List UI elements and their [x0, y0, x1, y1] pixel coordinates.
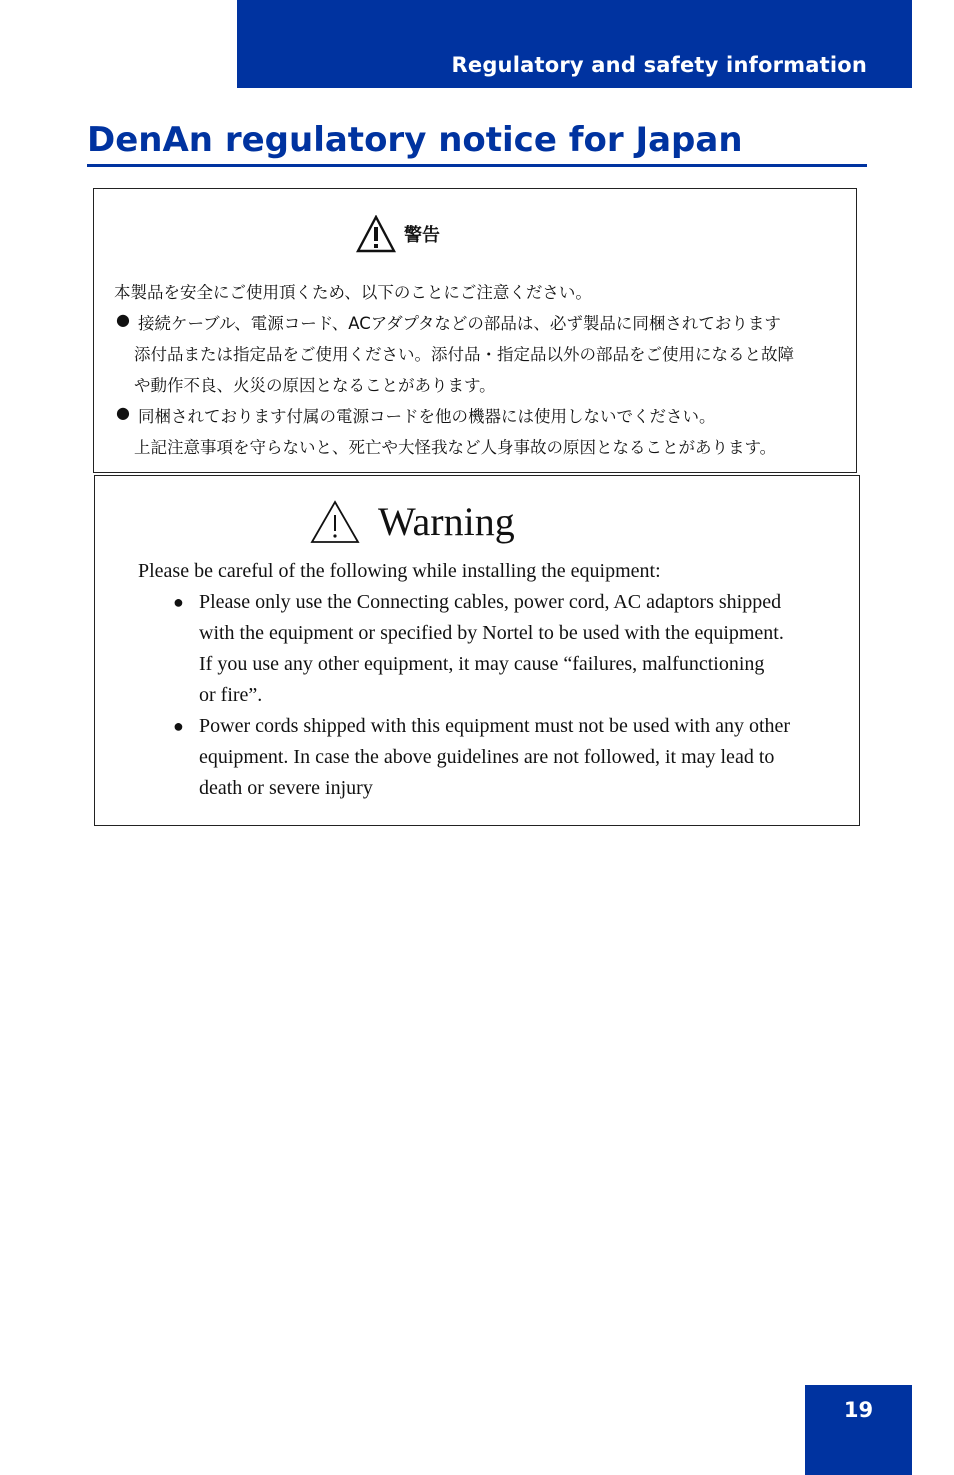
section-title: Regulatory and safety information — [451, 53, 867, 77]
page-number-box — [805, 1385, 912, 1475]
english-warning-title: Warning — [378, 499, 515, 544]
japanese-bullet-1-line: 添付品または指定品をご使用ください。添付品・指定品以外の部品をご使用になると故障 — [134, 345, 794, 364]
english-bullet-1-line: If you use any other equipment, it may cause “failures, malfunctioning — [199, 653, 765, 675]
japanese-bullet-1-line: や動作不良、火災の原因となることがあります。 — [134, 376, 496, 395]
english-bullet-1-line: or fire”. — [199, 684, 263, 706]
page-title: DenAn regulatory notice for Japan — [87, 120, 743, 160]
japanese-intro: 本製品を安全にご使用頂くため、以下のことにご注意ください。 — [114, 283, 592, 302]
header-band — [237, 0, 912, 88]
bullet-dot: ● — [173, 592, 184, 612]
warning-triangle-icon — [310, 500, 360, 544]
warning-triangle-icon — [356, 215, 396, 253]
bullet-dot: ● — [116, 310, 130, 329]
bullet-dot: ● — [116, 403, 130, 422]
english-bullet-1-line: with the equipment or specified by Nortel to be used with the equipment. — [199, 622, 784, 644]
english-intro: Please be careful of the following while installing the equipment: — [138, 560, 661, 582]
japanese-warning-box — [93, 188, 857, 473]
bullet-dot: ● — [173, 716, 184, 736]
english-warning-heading — [310, 498, 515, 545]
japanese-warning-heading — [356, 215, 440, 253]
japanese-bullet-2-line: 同梱されております付属の電源コードを他の機器には使用しないでください。 — [138, 407, 716, 426]
english-bullet-2-line: death or severe injury — [199, 777, 373, 799]
japanese-bullet-1-line: 接続ケーブル、電源コード、ACアダプタなどの部品は、必ず製品に同梱されております — [138, 314, 781, 333]
title-rule — [87, 164, 867, 167]
english-warning-box — [94, 475, 860, 826]
english-bullet-2-line: Power cords shipped with this equipment must not be used with any other — [199, 715, 791, 737]
english-bullet-1-line: Please only use the Connecting cables, power cord, AC adaptors shipped — [199, 591, 782, 613]
japanese-bullet-2-line: 上記注意事項を守らないと、死亡や大怪我など人身事故の原因となることがあります。 — [134, 438, 777, 457]
page-number: 19 — [843, 1398, 874, 1422]
english-bullet-2-line: equipment. In case the above guidelines are not followed, it may lead to — [199, 746, 775, 768]
japanese-warning-title: 警告 — [404, 225, 440, 246]
